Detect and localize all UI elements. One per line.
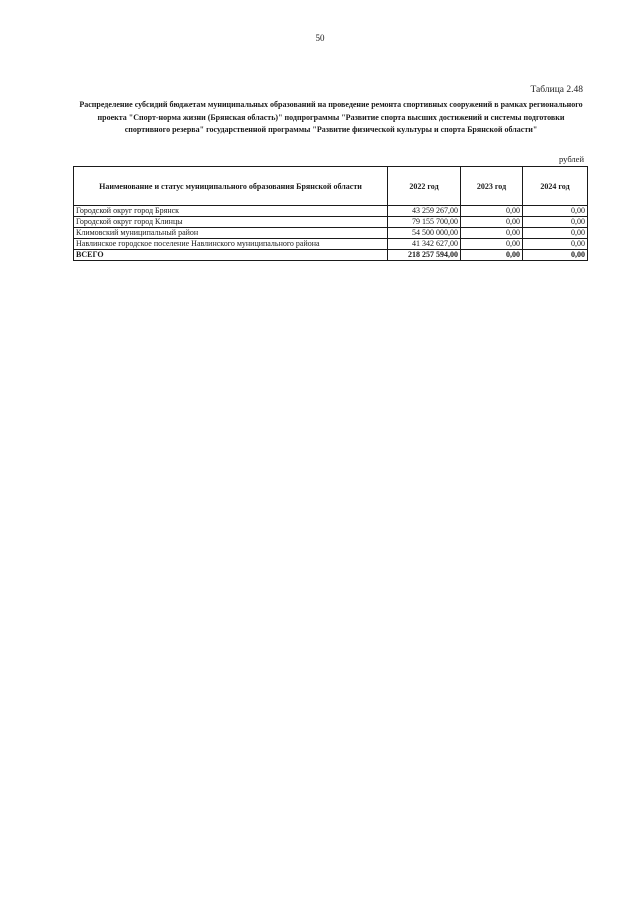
value-2022: 41 342 627,00	[388, 239, 461, 250]
table-row	[74, 206, 588, 217]
column-header-2024: 2024 год	[523, 167, 588, 206]
column-header-2022: 2022 год	[388, 167, 461, 206]
total-2024: 0,00	[523, 250, 588, 261]
column-header-municipality: Наименование и статус муниципального образования Брянской области	[74, 167, 388, 206]
table-header-row	[74, 167, 588, 206]
subsidy-table-container	[73, 166, 587, 261]
value-2023: 0,00	[461, 217, 523, 228]
value-2022: 54 500 000,00	[388, 228, 461, 239]
total-2023: 0,00	[461, 250, 523, 261]
municipality-name: Городской округ город Брянск	[74, 206, 388, 217]
municipality-name: Климовский муниципальный район	[74, 228, 388, 239]
value-2024: 0,00	[523, 217, 588, 228]
municipality-name: Городской округ город Клинцы	[74, 217, 388, 228]
page-number: 50	[315, 33, 325, 43]
subsidy-table	[73, 166, 588, 261]
unit-note: рублей	[559, 154, 584, 164]
table-row	[74, 228, 588, 239]
table-total-row	[74, 250, 588, 261]
value-2024: 0,00	[523, 239, 588, 250]
value-2023: 0,00	[461, 239, 523, 250]
column-header-2023: 2023 год	[461, 167, 523, 206]
value-2023: 0,00	[461, 228, 523, 239]
total-2022: 218 257 594,00	[388, 250, 461, 261]
document-heading: Распределение субсидий бюджетам муниципальных образований на проведение ремонта спортивных сооружений в рамках регионального проекта "Спорт-норма жизни (Брянская область)" подпрограммы "Развитие спорта высших достижений и системы подготовки спортивного резерва" государственной программы "Развитие физической культуры и спорта Брянской области"	[79, 100, 583, 134]
value-2022: 79 155 700,00	[388, 217, 461, 228]
total-label: ВСЕГО	[74, 250, 388, 261]
municipality-name: Навлинское городское поселение Навлинского муниципального района	[74, 239, 388, 250]
table-row	[74, 239, 588, 250]
value-2024: 0,00	[523, 228, 588, 239]
value-2022: 43 259 267,00	[388, 206, 461, 217]
table-row	[74, 217, 588, 228]
value-2023: 0,00	[461, 206, 523, 217]
table-label: Таблица 2.48	[530, 85, 583, 95]
value-2024: 0,00	[523, 206, 588, 217]
